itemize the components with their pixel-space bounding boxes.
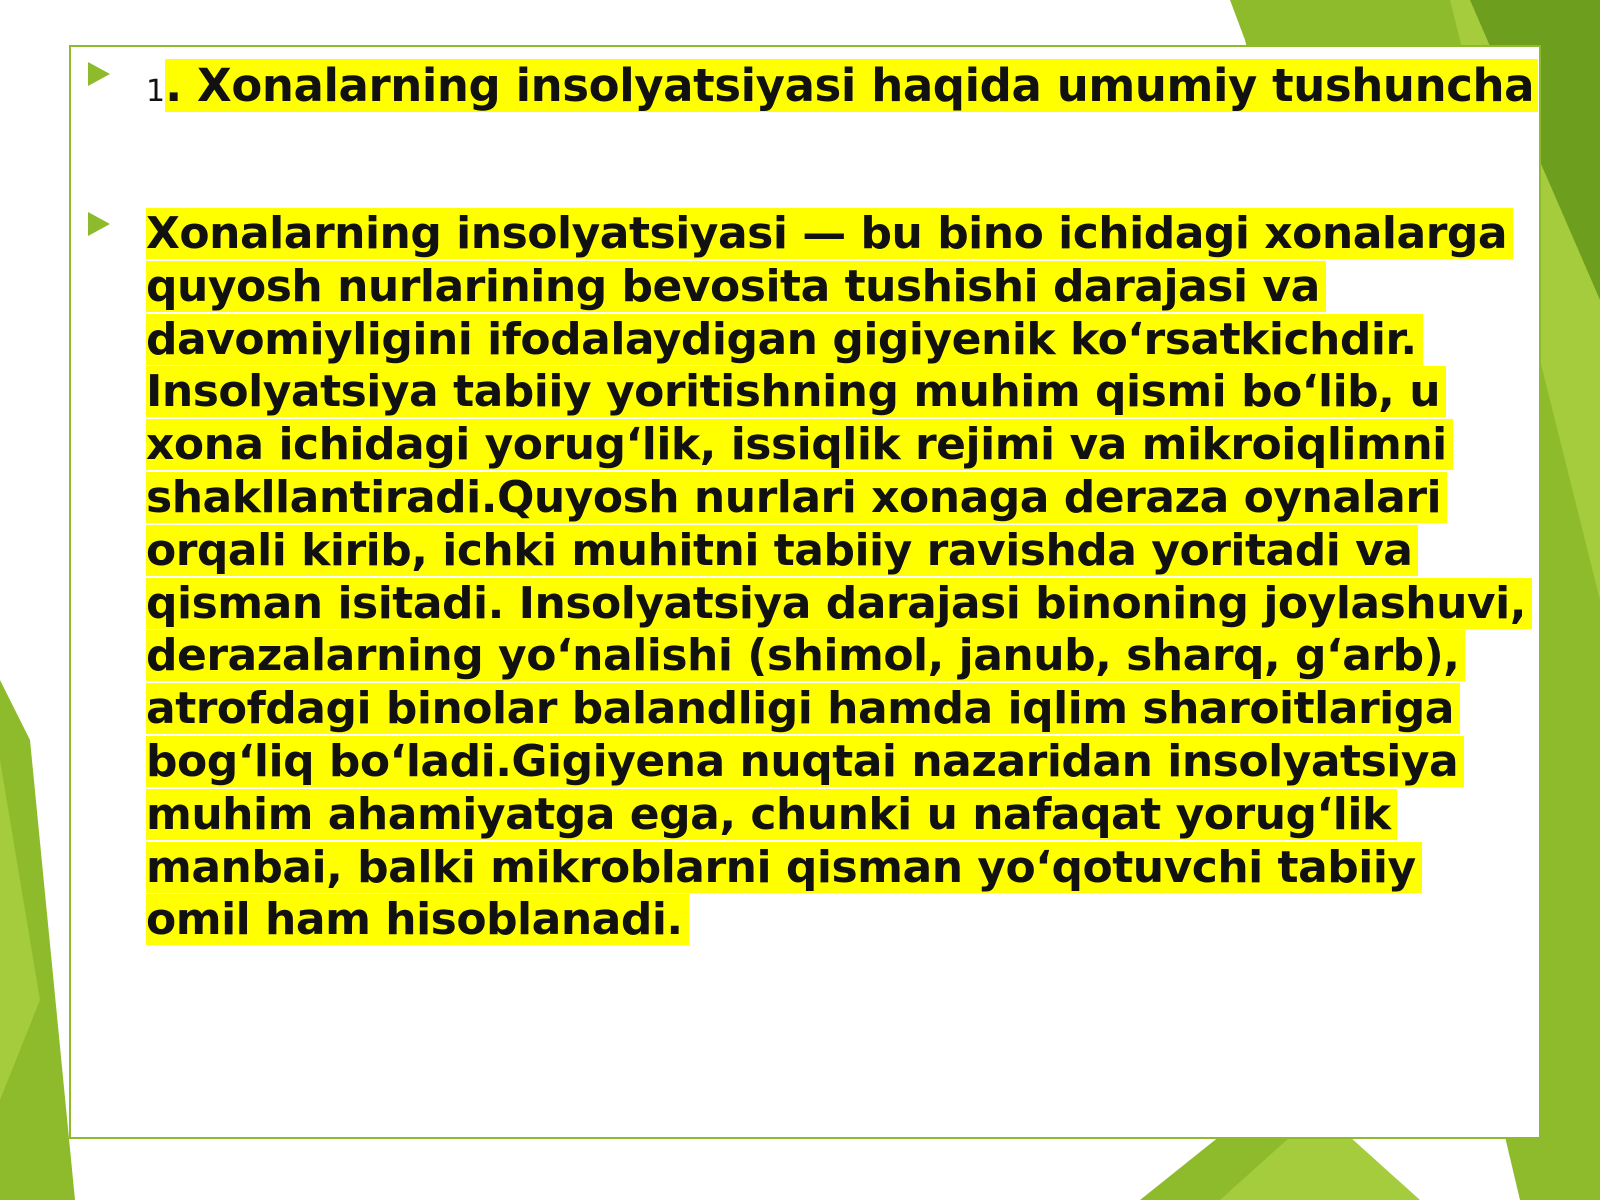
paragraph-text xyxy=(146,208,1542,947)
paragraph-line: quyosh nurlarining bevosita tushishi darajasi va xyxy=(146,261,1542,314)
paragraph-line: xona ichidagi yorugʻlik, issiqlik rejimi va mikroiqlimni xyxy=(146,419,1542,472)
paragraph-line: omil ham hisoblanadi. xyxy=(146,894,1542,947)
paragraph-line: derazalarning yoʻnalishi (shimol, janub, sharq, gʻarb), xyxy=(146,630,1542,683)
paragraph-line: orqali kirib, ichki muhitni tabiiy ravishda yoritadi va xyxy=(146,525,1542,578)
paragraph-line: shakllantiradi.Quyosh nurlari xonaga deraza oynalari xyxy=(146,472,1542,525)
paragraph-line: manbai, balki mikroblarni qisman yoʻqotuvchi tabiiy xyxy=(146,842,1542,895)
slide-heading xyxy=(146,54,1538,124)
heading-text: . Xonalarning insolyatsiyasi haqida umumiy tushuncha xyxy=(165,59,1538,112)
heading-number: 1 xyxy=(146,74,166,109)
paragraph-line: bogʻliq boʻladi.Gigiyena nuqtai nazaridan insolyatsiya xyxy=(146,736,1542,789)
paragraph-line: Insolyatsiya tabiiy yoritishning muhim qismi boʻlib, u xyxy=(146,366,1542,419)
paragraph-line: muhim ahamiyatga ega, chunki u nafaqat yorugʻlik xyxy=(146,789,1542,842)
triangle-bullet-icon xyxy=(88,62,110,86)
paragraph-line: davomiyligini ifodalaydigan gigiyenik koʻrsatkichdir. xyxy=(146,314,1542,367)
paragraph-line: Xonalarning insolyatsiyasi — bu bino ichidagi xonalarga xyxy=(146,208,1542,261)
paragraph-line: atrofdagi binolar balandligi hamda iqlim sharoitlariga xyxy=(146,683,1542,736)
triangle-bullet-icon xyxy=(88,212,110,236)
paragraph-line: qisman isitadi. Insolyatsiya darajasi binoning joylashuvi, xyxy=(146,578,1542,631)
